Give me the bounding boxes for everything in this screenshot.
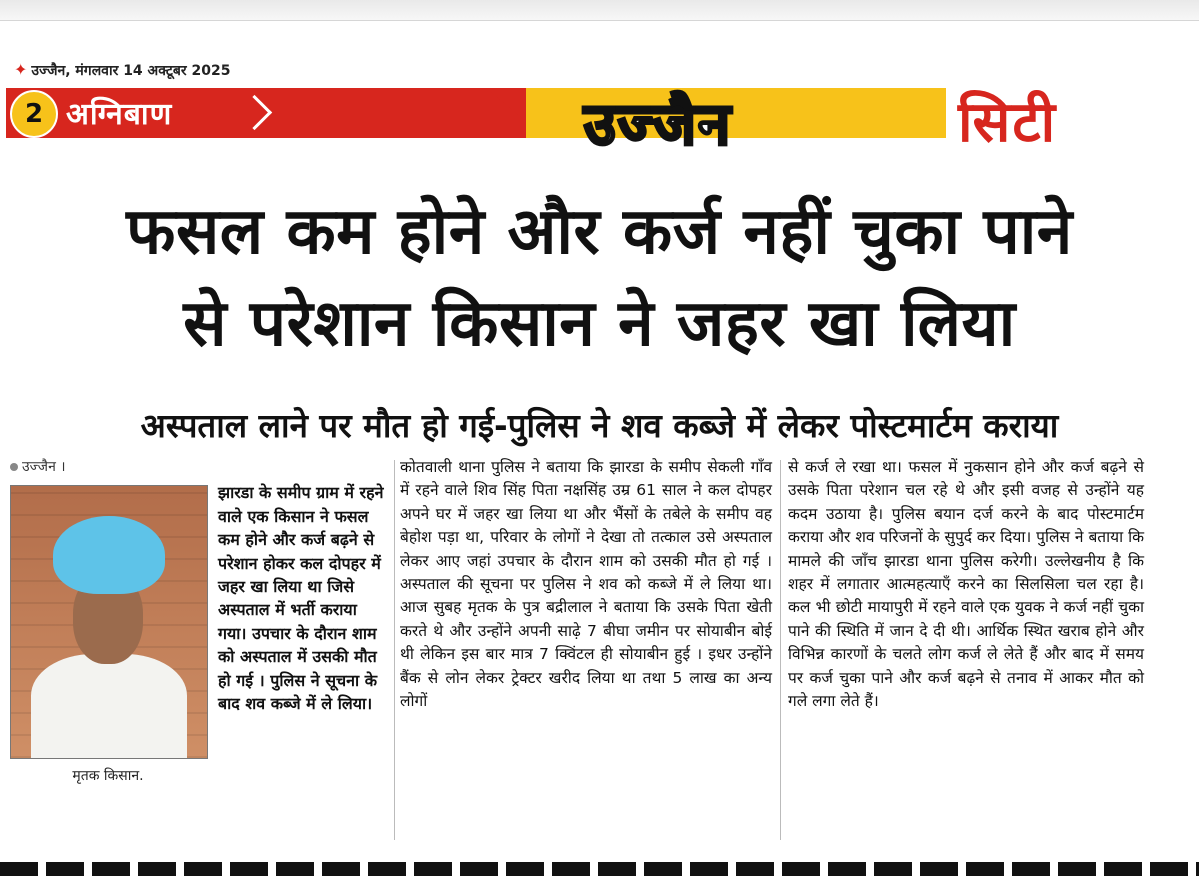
bullet-icon — [10, 463, 18, 471]
column-divider — [780, 460, 781, 840]
headline-line-2: से परेशान किसान ने जहर खा लिया — [183, 287, 1016, 361]
farmer-photo — [10, 485, 208, 759]
headline — [0, 186, 1199, 370]
article-column-3: से कर्ज ले रखा था। फसल में नुकसान होने और कर्ज बढ़ने से उसके पिता परेशान चल रहे थे और इसी वजह से उन्होंने यह कदम उठाया है। पुलिस बयान दर्ज करने के बाद पोस्टमार्टम कराया और शव परिजनों के सुपुर्द कर दिया। पुलिस ने बताया कि मामले की जाँच झारडा थाना पुलिस करेगी। उल्लेखनीय है कि शहर में लगातार आत्महत्याएँ करने का सिलसिला चल रहा है। कल भी छोटी मायापुरी में रहने वाले एक युवक ने कर्ज नहीं चुका पाने की स्थिति में जान दे दी थी। आर्थिक स्थित खराब होने और विभिन्न कारणों के चलते लोग कर्ज ले लेते हैं और बाद में समय पर कर्ज चुका पाने और कर्ज बढ़ने से तनाव में आकर मौत को गले लगा लेते हैं। — [788, 458, 1144, 711]
dateline-text: उज्जैन, मंगलवार 14 अक्टूबर 2025 — [31, 63, 231, 79]
lead-paragraph: झारडा के समीप ग्राम में रहने वाले एक किसान ने फसल कम होने और कर्ज बढ़ने से परेशान होकर कल दोपहर में जहर खा लिया था जिसे अस्पताल में भर्ती कराया गया। उपचार के दौरान शाम को अस्पताल में उसकी मौत हो गई । पुलिस ने सूचना के बाद शव कब्जे में ले लिया। — [218, 483, 384, 714]
subheadline: अस्पताल लाने पर मौत हो गई-पुलिस ने शव कब्जे में लेकर पोस्टमार्टम कराया — [140, 406, 1059, 445]
photo-turban — [53, 516, 165, 594]
article-column-1 — [10, 456, 390, 789]
column-divider — [394, 460, 395, 840]
section-title-city: उज्जैन — [584, 90, 733, 158]
newspaper-brand: अग्निबाण — [66, 97, 173, 132]
browser-top-band — [0, 0, 1199, 21]
star-icon: ✦ — [14, 60, 28, 79]
next-headline-cutoff — [0, 858, 1199, 876]
page-banner — [6, 82, 1199, 162]
photo-shirt — [31, 654, 187, 758]
photo-block — [10, 485, 206, 785]
cutoff-strip — [0, 862, 1199, 876]
photo-caption: मृतक किसान. — [72, 768, 144, 785]
article-column-2: कोतवाली थाना पुलिस ने बताया कि झारडा के समीप सेकली गाँव में रहने वाले शिव सिंह पिता नक्षसिंह उम्र 61 साल ने कल दोपहर अपने घर में जहर खा लिया था और भैंसों के तबेले के समीप वह बेहोश पड़ा था, परिवार के लोगों ने देखा तो तत्काल उसे अस्पताल लेकर आए जहां उपचार के दौरान शाम को उसकी मौत हो गई । अस्पताल की सूचना पर पुलिस ने शव को कब्जे में ले लिया था। आज सुबह मृतक के पुत्र बद्रीलाल ने बताया कि उसके पिता खेती करते थे और उन्होंने अपनी साढ़े 7 बीघा जमीन पर सोयाबीन बोई थी लेकिन इस बार मात्र 7 क्विंटल ही सोयाबीन हुई । इधर उन्होंने बैंक से लोन लेकर ट्रेक्टर खरीद लिया था तथा 5 लाख का अन्य लोगों — [400, 458, 772, 711]
headline-line-1: फसल कम होने और कर्ज नहीं चुका पाने — [126, 195, 1073, 269]
place-tag — [10, 456, 390, 479]
dateline — [14, 60, 231, 80]
section-title-city-label: सिटी — [958, 89, 1058, 155]
page-number-badge: 2 — [10, 90, 58, 138]
place-text: उज्जैन । — [22, 459, 66, 475]
